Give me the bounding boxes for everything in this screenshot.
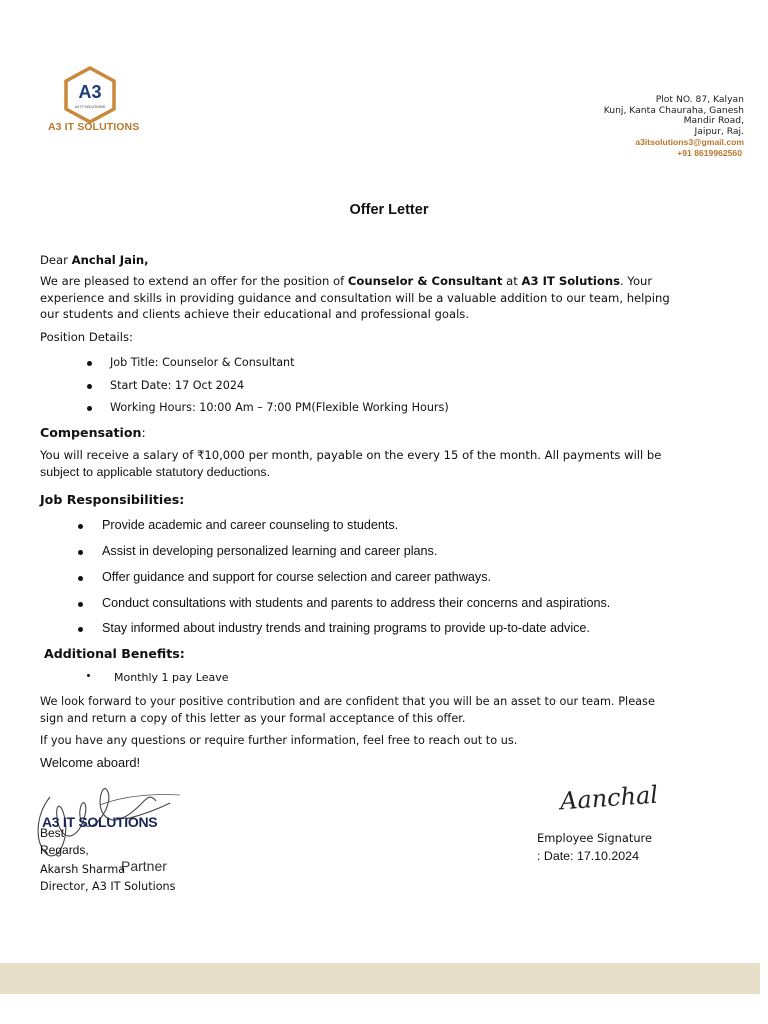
compensation-text: You will receive a salary of ₹10,000 per month, payable on the every 15 of the month. All payments will be subject to applicable statutory deductions. bbox=[40, 448, 662, 479]
position-details-heading: Position Details: bbox=[40, 330, 133, 344]
benefits-heading: Additional Benefits: bbox=[44, 646, 185, 661]
bullet bbox=[78, 524, 83, 529]
list-item: Job Title: Counselor & Consultant bbox=[110, 356, 295, 369]
bullet bbox=[78, 627, 83, 632]
intro-paragraph: We are pleased to extend an offer for the position of Counselor & Consultant at A3 IT Solutions. Your experience and skills in providing guidance and consultation will be a valuable addition to our team, helping our students and clients achieve their educational and professional goals. bbox=[40, 274, 670, 321]
list-item: Working Hours: 10:00 Am – 7:00 PM(Flexible Working Hours) bbox=[110, 401, 449, 414]
list-item: Stay informed about industry trends and training programs to provide up-to-date advice. bbox=[102, 621, 590, 635]
bullet bbox=[78, 576, 83, 581]
address-line: Plot NO. 87, Kalyan bbox=[655, 94, 744, 105]
signoff-best: Best bbox=[40, 826, 65, 840]
compensation-heading: Compensation: bbox=[40, 425, 146, 440]
stamp-partner: Partner bbox=[121, 858, 167, 874]
employee-signature: Aanchal bbox=[559, 780, 659, 816]
candidate-name: Anchal Jain, bbox=[71, 253, 149, 267]
signoff-regards: Regards, bbox=[40, 843, 89, 857]
company-mention: A3 IT Solutions bbox=[521, 274, 621, 288]
logo-subtext: A3 IT SOLUTIONS bbox=[74, 105, 106, 109]
responsibilities-heading: Job Responsibilities: bbox=[40, 492, 185, 507]
closing-paragraph: We look forward to your positive contribution and are confident that you will be an asset to our team. Please sign and return a copy of this letter as your formal acceptance of this offer. bbox=[40, 695, 655, 725]
list-item: Provide academic and career counseling to students. bbox=[102, 518, 398, 532]
salutation-prefix: Dear bbox=[40, 253, 68, 267]
logo-mark: A3 bbox=[78, 82, 102, 102]
list-item: Start Date: 17 Oct 2024 bbox=[110, 379, 244, 392]
bullet bbox=[78, 602, 83, 607]
bullet bbox=[78, 550, 83, 555]
address-line: Mandir Road, bbox=[683, 115, 744, 126]
director-role: Director, A3 IT Solutions bbox=[40, 880, 176, 893]
footer-band bbox=[0, 963, 760, 994]
employee-sign-date: : Date: 17.10.2024 bbox=[537, 849, 639, 863]
benefit-item: Monthly 1 pay Leave bbox=[114, 671, 229, 684]
employee-signature-label: Employee Signature bbox=[537, 831, 652, 845]
company-email[interactable]: a3itsolutions3@gmail.com bbox=[635, 137, 744, 147]
company-name: A3 IT SOLUTIONS bbox=[48, 121, 140, 133]
list-item: Assist in developing personalized learning and career plans. bbox=[102, 544, 437, 558]
position-name: Counselor & Consultant bbox=[347, 274, 503, 288]
list-item: Offer guidance and support for course selection and career pathways. bbox=[102, 570, 491, 584]
salutation bbox=[40, 252, 680, 269]
bullet bbox=[87, 406, 92, 411]
director-name: Akarsh Sharma bbox=[40, 863, 126, 876]
bullet bbox=[87, 674, 90, 677]
bullet bbox=[87, 384, 92, 389]
bullet bbox=[87, 361, 92, 366]
list-item: Conduct consultations with students and parents to address their concerns and aspirations. bbox=[102, 596, 610, 610]
company-phone: +91 8619962560 bbox=[677, 147, 742, 158]
address-line: Jaipur, Raj. bbox=[694, 125, 744, 137]
stamp-company: A3 IT SOLUTIONS bbox=[42, 814, 158, 830]
company-logo bbox=[62, 66, 118, 124]
page-title: Offer Letter bbox=[349, 202, 429, 218]
welcome-text: Welcome aboard! bbox=[40, 755, 141, 770]
contact-paragraph: If you have any questions or require further information, feel free to reach out to us. bbox=[40, 734, 518, 747]
address-line: Kunj, Kanta Chauraha, Ganesh bbox=[603, 104, 744, 116]
company-address bbox=[604, 95, 744, 158]
